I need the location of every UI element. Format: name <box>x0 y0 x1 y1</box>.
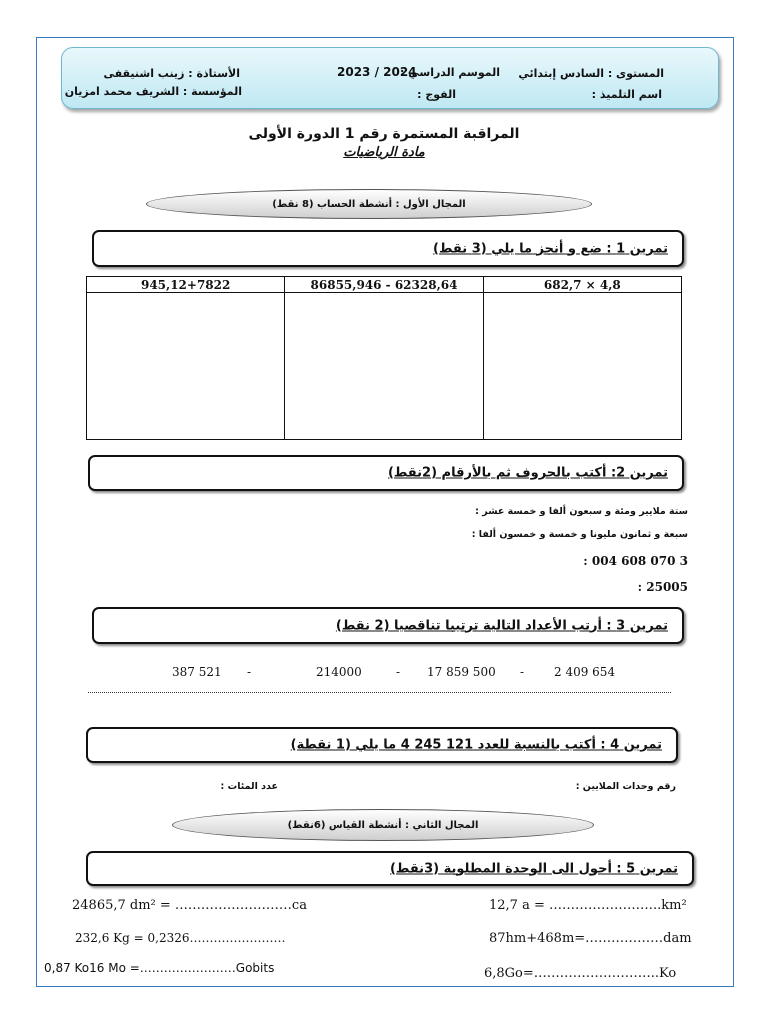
ex2-words-line-2: سبعة و ثمانون مليونا و خمسة و خمسون ألفا : <box>471 529 688 540</box>
subject-title: مادة الرياضيات <box>343 145 425 160</box>
level-label: المستوى : السادس إبتدائي <box>518 67 664 80</box>
student-name-field: اسم التلميذ : <box>591 88 662 101</box>
ex2-number-1: 3 070 608 004 : <box>583 554 688 568</box>
conversion-1: 12,7 a = ……………………..km² <box>489 898 687 913</box>
ex2-words-line-1: ستة ملايير ومئة و سبعون ألفا و خمسة عشر : <box>475 506 688 517</box>
conversion-6: 0,87 Ko16 Mo =……………………Gobits <box>44 961 275 975</box>
exercise-2-title: تمرين 2: أكتب بالحروف ثم بالأرقام (2نقط) <box>387 465 668 481</box>
exercise-4-box <box>86 727 678 763</box>
exercise-4-title: تمرين 4 : أكتب بالنسبة للعدد 121 245 4 ما يلي (1 نقطة) <box>290 737 662 753</box>
exercise-1-box <box>92 230 684 267</box>
hundreds-count-label: عدد المئات : <box>220 781 278 792</box>
ex3-number-1: 2 409 654 <box>554 665 616 679</box>
ex3-number-2: 17 859 500 <box>427 665 496 679</box>
school-label: المؤسسة : الشريف محمد امزيان <box>64 85 242 98</box>
exercise-3-title: تمرين 3 : أرتب الأعداد التالية ترتيبا تناقصيا (2 نقط) <box>335 618 668 633</box>
group-label: الفوج : <box>417 88 456 101</box>
ex3-number-3: 214000 <box>316 665 362 679</box>
conversion-3: 87hm+468m=………………dam <box>489 931 692 946</box>
ex3-number-4: 387 521 <box>172 665 222 679</box>
answer-cell-2[interactable] <box>285 293 483 440</box>
operation-2: 86855,946 - 62328,64 <box>285 277 483 293</box>
conversion-5: 6,8Go=………………………..Ko <box>484 966 677 981</box>
header-box <box>61 47 719 109</box>
answer-cell-1[interactable] <box>483 293 681 440</box>
operation-1: 682,7 × 4,8 <box>483 277 681 293</box>
conversion-4: 232,6 Kg = 0,2326…………………… <box>75 931 286 945</box>
exercise-1-title: تمرين 1 : ضع و أنجز ما يلي (3 نقط) <box>433 241 668 256</box>
operation-3: 945,12+7822 <box>87 277 285 293</box>
calculation-table <box>86 276 682 440</box>
domain-banner-1 <box>146 189 592 219</box>
exercise-2-box <box>88 455 684 491</box>
domain-banner-2 <box>172 809 594 841</box>
season-value: 2023 / 2024 <box>337 65 417 79</box>
conversion-2: 24865,7 dm² = ………………………ca <box>72 898 307 913</box>
exercise-5-title: تمرين 5 : أحول الى الوحدة المطلوبة (3نقط) <box>389 861 678 876</box>
ex3-separator: - <box>247 665 252 679</box>
ex3-separator: - <box>520 665 525 679</box>
answer-cell-3[interactable] <box>87 293 285 440</box>
teacher-label: الأستاذة : زينب اشنيقفى <box>103 67 240 80</box>
exercise-5-box <box>86 851 694 886</box>
exercise-3-box <box>92 607 684 644</box>
exam-title: المراقبة المستمرة رقم 1 الدورة الأولى <box>248 126 520 142</box>
millions-digit-label: رقم وحدات الملايين : <box>575 781 676 792</box>
ex3-separator: - <box>396 665 401 679</box>
domain-banner-1-label: المجال الأول : أنشطة الحساب (8 نقط) <box>272 198 466 210</box>
domain-banner-2-label: المجال الثاني : أنشطة القياس (6نقط) <box>287 819 479 831</box>
ex2-number-2: 25005 : <box>637 580 688 594</box>
season-label: الموسم الدراسي : <box>400 66 500 79</box>
answer-dotted-line[interactable] <box>88 692 671 693</box>
